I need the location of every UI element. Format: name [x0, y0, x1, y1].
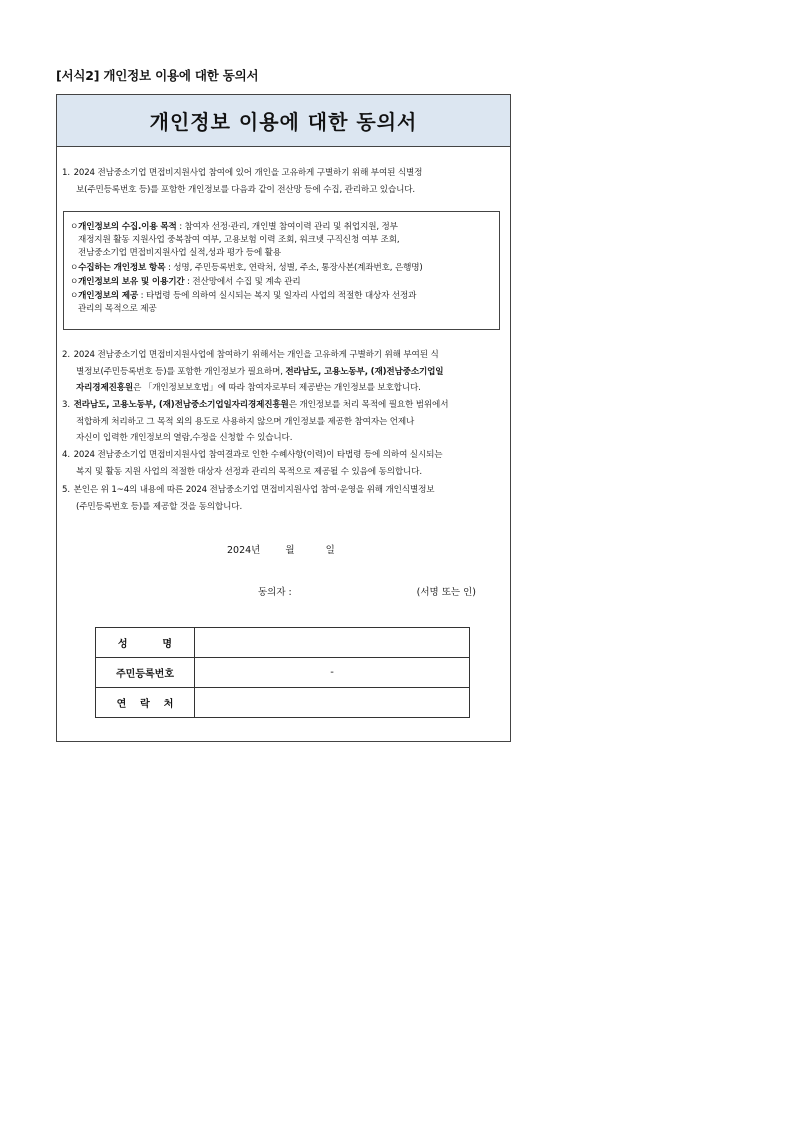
- clause-text: 자신이 입력한 개인정보의 열람,수정을 신청할 수 있습니다.: [76, 433, 293, 443]
- table-row: [96, 658, 470, 688]
- contact-label: 연 락 처: [96, 688, 195, 718]
- detail-item-fields: [70, 262, 498, 275]
- clause-emphasis: 자리경제진흥원: [76, 383, 134, 393]
- clause-number: 3.: [62, 400, 70, 410]
- clause-2: [62, 347, 507, 397]
- name-field[interactable]: [195, 628, 470, 658]
- rrn-label: 주민등록번호: [96, 658, 195, 688]
- consent-document: [56, 94, 511, 742]
- clause-text: 은 개인정보를 처리 목적에 필요한 범위에서: [288, 400, 449, 410]
- table-row: [96, 688, 470, 718]
- clause-3: [62, 397, 507, 447]
- date-line: [227, 542, 335, 556]
- bullet-icon: ㅇ: [70, 291, 79, 301]
- item-heading: 개인정보의 보유 및 이용기간: [78, 277, 185, 287]
- item-heading: 수집하는 개인정보 항목: [78, 263, 166, 273]
- item-text: : 성명, 주민등록번호, 연락처, 성별, 주소, 통장사본(계좌번호, 은행명): [165, 263, 423, 273]
- detail-item-provision: [70, 290, 498, 316]
- item-heading: 개인정보의 수집.이용 목적: [78, 222, 177, 232]
- clause-text: 적합하게 처리하고 그 목적 외의 용도로 사용하지 않으며 개인정보를 제공한 참여자는 언제나: [76, 416, 415, 427]
- clause-text: 보(주민등록번호 등)를 포함한 개인정보를 다음과 같이 전산망 등에 수집, 관리하고 있습니다.: [76, 184, 415, 195]
- clause-emphasis: 전라남도, 고용노동부, (재)전남중소기업일자리경제진흥원: [73, 400, 289, 410]
- item-text: : 타법령 등에 의하여 실시되는 복지 및 일자리 사업의 적절한 대상자 선정과: [138, 291, 417, 301]
- table-row: [96, 628, 470, 658]
- clause-number: 5.: [62, 485, 70, 495]
- name-label: 성 명: [96, 628, 195, 658]
- signature-placeholder: (서명 또는 인): [416, 587, 476, 598]
- date-day: 일: [325, 545, 335, 556]
- clause-emphasis: 전라남도, 고용노동부, (재)전남중소기업일: [285, 366, 444, 377]
- clause-text: (주민등록번호 등)를 제공할 것을 동의합니다.: [76, 501, 243, 512]
- rrn-field[interactable]: -: [195, 658, 470, 688]
- clause-text: 2024 전남중소기업 면접비지원사업 참여결과로 인한 수혜사항(이력)이 타법령 등에 의하여 실시되는: [73, 450, 443, 460]
- clause-number: 2.: [62, 350, 70, 360]
- date-year: 2024년: [227, 545, 261, 556]
- form-number-label: [서식2] 개인정보 이용에 대한 동의서: [56, 68, 259, 83]
- item-text: : 전산망에서 수집 및 계속 관리: [184, 277, 301, 287]
- bullet-icon: ㅇ: [70, 263, 79, 273]
- clause-text: 별정보(주민등록번호 등)를 포함한 개인정보가 필요하며,: [76, 366, 286, 377]
- clause-text: 은 「개인정보보호법」에 따라 참여자로부터 제공받는 개인정보를 보호합니다.: [133, 383, 421, 393]
- clause-5: [62, 482, 507, 515]
- personal-info-table: [95, 627, 470, 718]
- item-text: 관리의 목적으로 제공: [78, 304, 157, 314]
- clause-4: [62, 447, 507, 480]
- clause-number: 1.: [62, 168, 70, 178]
- clause-text: 2024 전남중소기업 면접비지원사업에 참여하기 위해서는 개인을 고유하게 구별하기 위해 부여된 식: [73, 350, 439, 360]
- document-title: 개인정보 이용에 대한 동의서: [149, 110, 418, 134]
- bullet-icon: ㅇ: [70, 277, 79, 287]
- clause-1: [62, 165, 507, 198]
- consenter-line: [258, 584, 476, 598]
- detail-item-purpose: [70, 221, 498, 260]
- clause-number: 4.: [62, 450, 70, 460]
- date-month: 월: [285, 545, 295, 556]
- item-text: 재정지원 활동 지원사업 중복참여 여부, 고용보험 이력 조회, 워크넷 구직신청 여부 조회,: [78, 235, 400, 245]
- clause-text: 2024 전남중소기업 면접비지원사업 참여에 있어 개인을 고유하게 구별하기 위해 부여된 식별정: [73, 168, 423, 178]
- consenter-label: 동의자 :: [258, 587, 292, 598]
- clause-text: 본인은 위 1~4의 내용에 따른 2024 전남중소기업 면접비지원사업 참여·운영을 위해 개인식별정보: [73, 485, 435, 495]
- item-text: : 참여자 선정·관리, 개인별 참여이력 관리 및 취업지원, 정부: [176, 222, 398, 232]
- bullet-icon: ㅇ: [70, 222, 79, 232]
- collection-details-box: [63, 211, 500, 330]
- detail-item-retention: [70, 276, 498, 289]
- clause-text: 복지 및 활동 지원 사업의 적절한 대상자 선정과 관리의 목적으로 제공될 수 있음에 동의합니다.: [76, 466, 422, 477]
- contact-field[interactable]: [195, 688, 470, 718]
- title-band: [57, 95, 510, 147]
- item-text: 전남중소기업 면접비지원사업 실적,성과 평가 등에 활용: [78, 248, 281, 258]
- item-heading: 개인정보의 제공: [78, 291, 139, 301]
